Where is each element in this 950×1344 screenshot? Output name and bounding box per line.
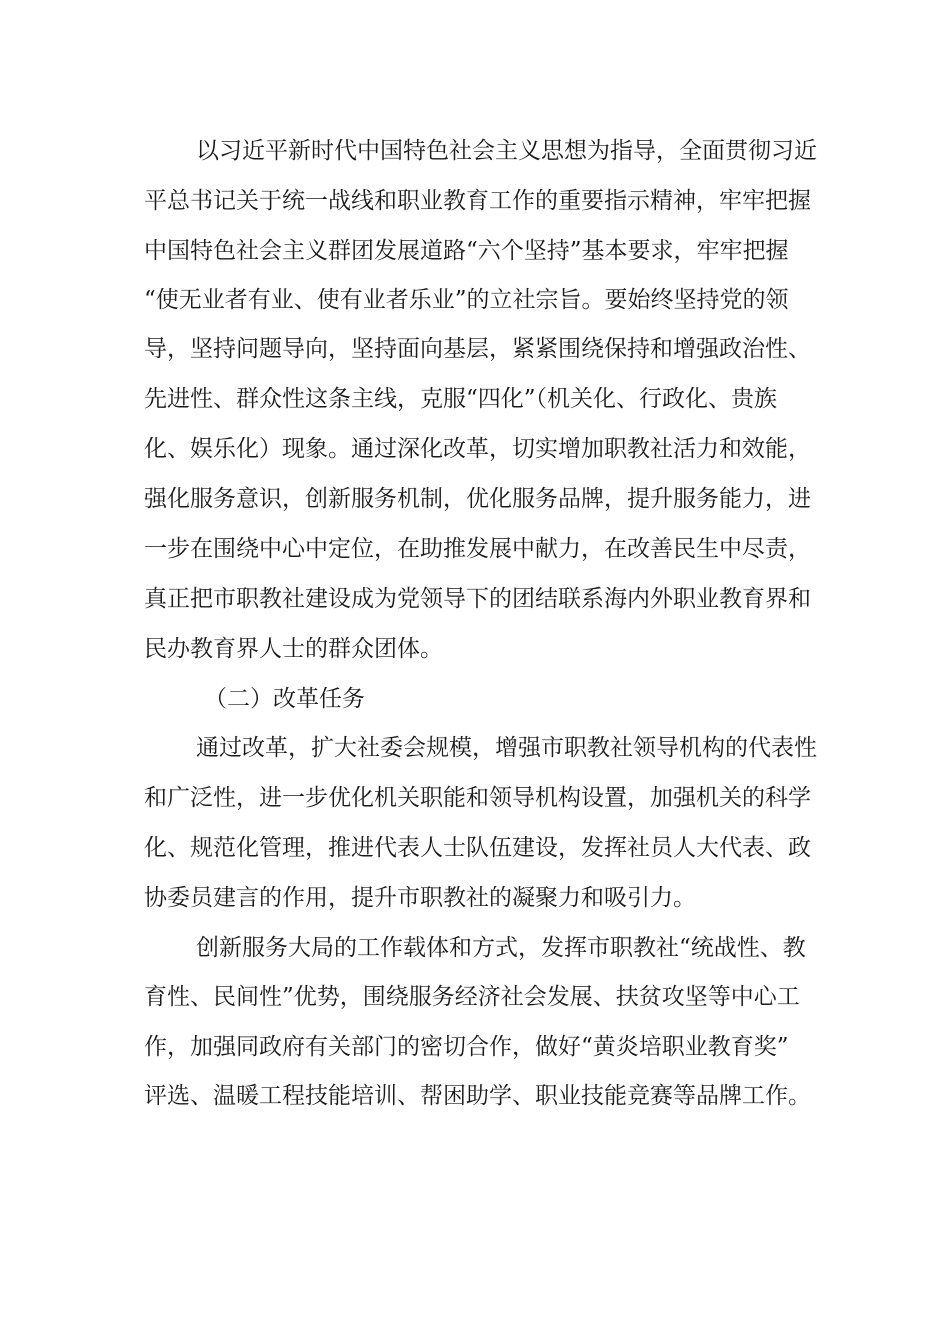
paragraph-line: 民办教育界人士的群众团体。 xyxy=(144,636,443,662)
paragraph-line: 强化服务意识，创新服务机制，优化服务品牌，提升服务能力，进 xyxy=(144,486,811,512)
paragraph-line: 导，坚持问题导向，坚持面向基层，紧紧围绕保持和增强政治性、 xyxy=(144,336,811,362)
paragraph-line: 中国特色社会主义群团发展道路“六个坚持”基本要求，牢牢把握 xyxy=(144,238,789,264)
paragraph-line: 评选、温暖工程技能培训、帮困助学、职业技能竞赛等品牌工作。 xyxy=(144,1083,811,1109)
paragraph-line: 作，加强同政府有关部门的密切合作，做好“黄炎培职业教育奖” xyxy=(144,1034,789,1060)
paragraph-line: 先进性、群众性这条主线，克服“四化”（机关化、行政化、贵族 xyxy=(144,386,778,412)
paragraph-line: 和广泛性，进一步优化机关职能和领导机构设置，加强机关的科学 xyxy=(144,785,811,811)
paragraph-line: 协委员建言的作用，提升市职教社的凝聚力和吸引力。 xyxy=(144,885,696,911)
paragraph-line: 育性、民间性”优势，围绕服务经济社会发展、扶贫攻坚等中心工 xyxy=(144,984,800,1010)
paragraph-line: 一步在围绕中心中定位，在助推发展中献力，在改善民生中尽责， xyxy=(144,536,811,562)
paragraph-line: 平总书记关于统一战线和职业教育工作的重要指示精神，牢牢把握 xyxy=(144,188,811,214)
paragraph-line: 真正把市职教社建设成为党领导下的团结联系海内外职业教育界和 xyxy=(144,586,811,612)
paragraph-line: 通过改革，扩大社委会规模，增强市职教社领导机构的代表性 xyxy=(196,735,817,761)
paragraph-line: 创新服务大局的工作载体和方式，发挥市职教社“统战性、教 xyxy=(196,935,806,961)
paragraph-line: 以习近平新时代中国特色社会主义思想为指导，全面贯彻习近 xyxy=(196,138,817,164)
section-heading: （二）改革任务 xyxy=(204,686,365,712)
paragraph-line: 化、娱乐化）现象。通过深化改革，切实增加职教社活力和效能， xyxy=(144,436,811,462)
paragraph-line: 化、规范化管理，推进代表人士队伍建设，发挥社员人大代表、政 xyxy=(144,835,811,861)
paragraph-line: “使无业者有业、使有业者乐业”的立社宗旨。要始终坚持党的领 xyxy=(144,287,789,313)
